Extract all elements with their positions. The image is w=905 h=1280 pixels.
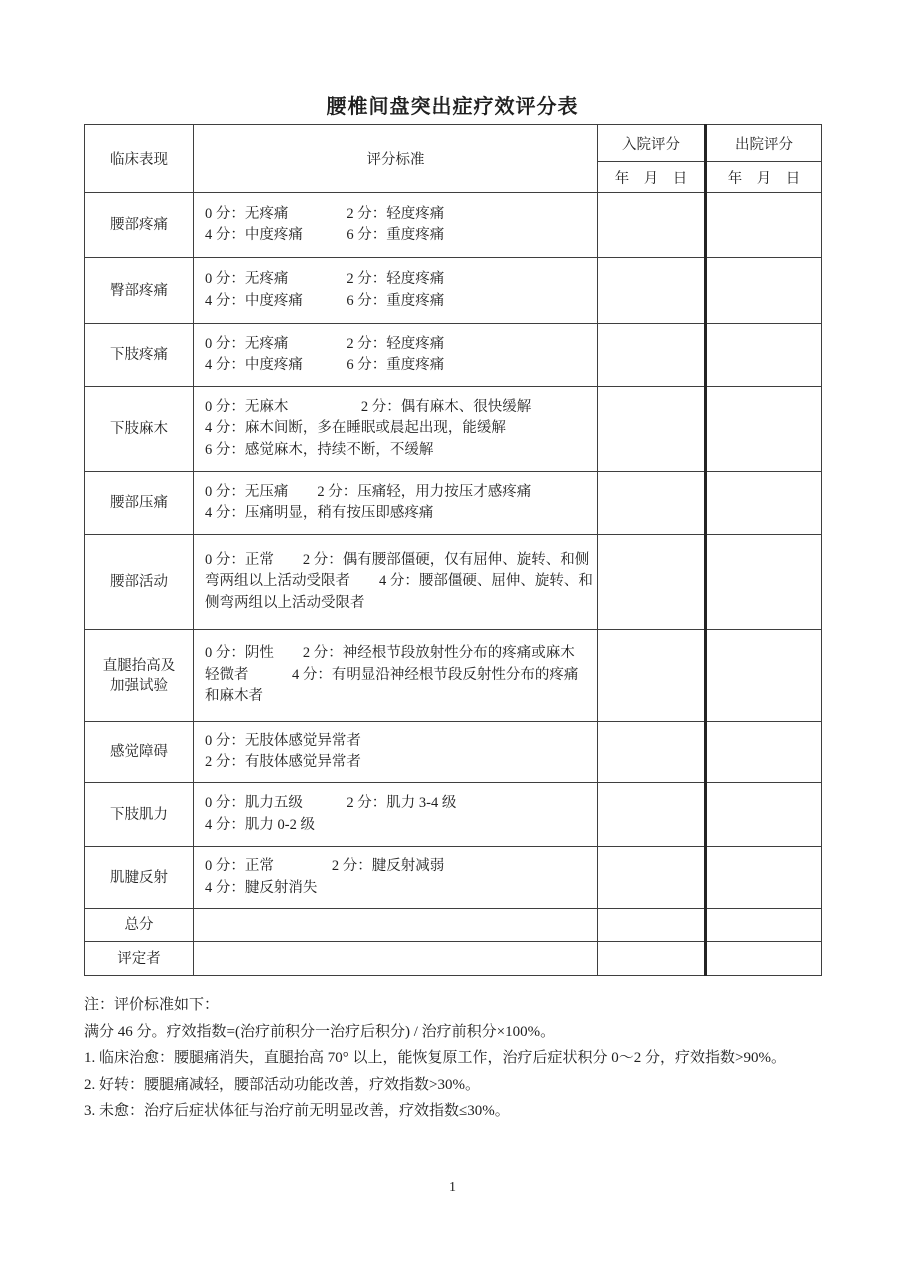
discharge-score-cell[interactable] xyxy=(706,783,822,847)
note-line: 注：评价标准如下： xyxy=(84,997,220,1013)
header-clinical-manifestation: 临床表现 xyxy=(85,125,194,193)
criteria-line: 4 分：压痛明显，稍有按压即感疼痛 xyxy=(205,505,434,521)
page-number: 1 xyxy=(449,1180,456,1195)
criteria-line: 和麻木者 xyxy=(205,688,263,705)
criteria-buttock-pain xyxy=(194,258,598,324)
admission-date-header[interactable]: 年 月 日 xyxy=(598,162,706,193)
admission-score-cell[interactable] xyxy=(598,942,706,976)
criteria-sensory-disturbance xyxy=(194,722,598,783)
criteria-line: 0 分：正常 2 分：偶有腰部僵硬，仅有屈伸、旋转、和侧 xyxy=(205,551,590,568)
criteria-line: 0 分：无压痛 2 分：压痛轻，用力按压才感疼痛 xyxy=(205,483,532,500)
criteria-line: 4 分：中度疼痛 6 分：重度疼痛 xyxy=(205,357,445,373)
row-label-sensory-disturbance: 感觉障碍 xyxy=(85,722,194,783)
admission-score-cell[interactable] xyxy=(598,722,706,783)
row-label-line: 直腿抬高及 xyxy=(102,657,176,674)
criteria-line: 0 分：无麻木 2 分：偶有麻木、很快缓解 xyxy=(205,398,532,415)
criteria-line: 0 分：正常 2 分：腱反射减弱 xyxy=(205,858,445,874)
criteria-leg-muscle-strength xyxy=(194,783,598,847)
criteria-line: 2 分：有肢体感觉异常者 xyxy=(205,754,361,770)
criteria-line: 4 分：麻木间断，多在睡眠或晨起出现，能缓解 xyxy=(205,420,506,437)
criteria-leg-numbness xyxy=(194,387,598,472)
score-table xyxy=(84,124,822,976)
note-line: 1. 临床治愈：腰腿痛消失，直腿抬高 70° 以上，能恢复原工作，治疗后症状积分 0～2 分，疗效指数>90%。 xyxy=(84,1050,786,1066)
row-label-buttock-pain: 臀部疼痛 xyxy=(85,258,194,324)
row-label-leg-muscle-strength: 下肢肌力 xyxy=(85,783,194,847)
row-label-leg-numbness: 下肢麻木 xyxy=(85,387,194,472)
admission-score-cell[interactable] xyxy=(598,387,706,472)
row-label-leg-pain: 下肢疼痛 xyxy=(85,324,194,387)
discharge-score-cell[interactable] xyxy=(706,909,822,942)
header-admission-score: 入院评分 xyxy=(598,125,706,162)
criteria-lumbar-mobility xyxy=(194,535,598,630)
discharge-date-header[interactable]: 年 月 日 xyxy=(706,162,822,193)
criteria-line: 0 分：肌力五级 2 分：肌力 3-4 级 xyxy=(205,795,457,811)
discharge-score-cell[interactable] xyxy=(706,722,822,783)
discharge-score-cell[interactable] xyxy=(706,387,822,472)
admission-score-cell[interactable] xyxy=(598,909,706,942)
criteria-line: 轻微者 4 分：有明显沿神经根节段反射性分布的疼痛 xyxy=(205,666,579,683)
criteria-tendon-reflex xyxy=(194,847,598,909)
row-label-lumbar-mobility: 腰部活动 xyxy=(85,535,194,630)
criteria-line: 0 分：无疼痛 2 分：轻度疼痛 xyxy=(205,205,445,222)
criteria-lumbar-tenderness xyxy=(194,472,598,535)
row-label-straight-leg-raise-test xyxy=(85,630,194,722)
criteria-line: 4 分：中度疼痛 6 分：重度疼痛 xyxy=(205,292,445,309)
row-label-lumbar-pain: 腰部疼痛 xyxy=(85,193,194,258)
admission-score-cell[interactable] xyxy=(598,535,706,630)
criteria-line: 弯两组以上活动受限者 4 分：腰部僵硬、屈伸、旋转、和 xyxy=(205,573,593,590)
criteria-line: 4 分：腱反射消失 xyxy=(205,879,318,896)
criteria-straight-leg-raise-test xyxy=(194,630,598,722)
admission-score-cell[interactable] xyxy=(598,258,706,324)
admission-score-cell[interactable] xyxy=(598,193,706,258)
discharge-score-cell[interactable] xyxy=(706,942,822,976)
criteria-lumbar-pain xyxy=(194,193,598,258)
discharge-score-cell[interactable] xyxy=(706,193,822,258)
criteria-line: 4 分：肌力 0-2 级 xyxy=(205,816,315,833)
admission-score-cell[interactable] xyxy=(598,847,706,909)
evaluator-criteria-cell[interactable] xyxy=(194,942,598,976)
discharge-score-cell[interactable] xyxy=(706,258,822,324)
row-label-line: 加强试验 xyxy=(110,677,168,694)
admission-score-cell[interactable] xyxy=(598,783,706,847)
discharge-score-cell[interactable] xyxy=(706,847,822,909)
header-scoring-criteria: 评分标准 xyxy=(194,125,598,193)
evaluation-notes xyxy=(84,992,824,1125)
criteria-leg-pain xyxy=(194,324,598,387)
note-line: 满分 46 分。疗效指数=(治疗前积分一治疗后积分) / 治疗前积分×100%。 xyxy=(84,1023,556,1040)
criteria-line: 0 分：无疼痛 2 分：轻度疼痛 xyxy=(205,335,445,352)
criteria-line: 侧弯两组以上活动受限者 xyxy=(205,594,365,611)
row-label-tendon-reflex: 肌腱反射 xyxy=(85,847,194,909)
discharge-score-cell[interactable] xyxy=(706,535,822,630)
criteria-line: 4 分：中度疼痛 6 分：重度疼痛 xyxy=(205,227,445,243)
criteria-line: 6 分：感觉麻木，持续不断，不缓解 xyxy=(205,441,434,458)
discharge-score-cell[interactable] xyxy=(706,324,822,387)
note-line: 3. 未愈：治疗后症状体征与治疗前无明显改善，疗效指数≤30%。 xyxy=(84,1103,510,1119)
discharge-score-cell[interactable] xyxy=(706,630,822,722)
criteria-line: 0 分：阴性 2 分：神经根节段放射性分布的疼痛或麻木 xyxy=(205,645,575,662)
note-line: 2. 好转：腰腿痛减轻，腰部活动功能改善，疗效指数>30%。 xyxy=(84,1076,480,1093)
criteria-line: 0 分：无疼痛 2 分：轻度疼痛 xyxy=(205,271,445,287)
row-label-lumbar-tenderness: 腰部压痛 xyxy=(85,472,194,535)
admission-score-cell[interactable] xyxy=(598,630,706,722)
page-title: 腰椎间盘突出症疗效评分表 xyxy=(326,96,579,118)
total-score-criteria-cell[interactable] xyxy=(194,909,598,942)
row-label-evaluator: 评定者 xyxy=(85,942,194,976)
row-label-total-score: 总分 xyxy=(85,909,194,942)
admission-score-cell[interactable] xyxy=(598,324,706,387)
header-discharge-score: 出院评分 xyxy=(706,125,822,162)
discharge-score-cell[interactable] xyxy=(706,472,822,535)
admission-score-cell[interactable] xyxy=(598,472,706,535)
criteria-line: 0 分：无肢体感觉异常者 xyxy=(205,732,361,749)
